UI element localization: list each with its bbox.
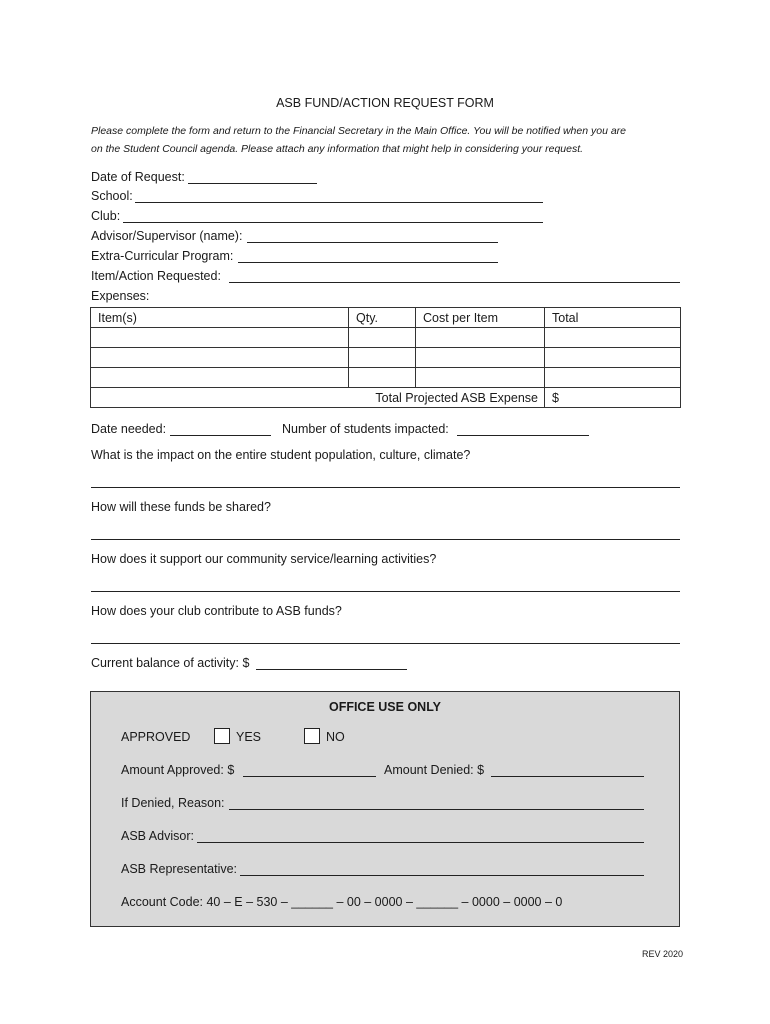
form-title: ASB FUND/ACTION REQUEST FORM xyxy=(276,96,494,110)
item-cell[interactable] xyxy=(91,348,349,368)
total-cell[interactable] xyxy=(545,348,681,368)
total-cell[interactable] xyxy=(545,368,681,388)
item-cell[interactable] xyxy=(91,368,349,388)
total-projected-value[interactable]: $ xyxy=(545,388,681,408)
item-action-field[interactable] xyxy=(229,282,680,283)
date-needed-label: Date needed: xyxy=(91,422,167,436)
asb-representative-field[interactable] xyxy=(240,875,644,876)
yes-label: YES xyxy=(236,730,262,744)
impact-question: What is the impact on the entire student population, culture, climate? xyxy=(91,448,471,462)
header-items: Item(s) xyxy=(91,308,349,328)
header-qty: Qty. xyxy=(349,308,416,328)
advisor-field[interactable] xyxy=(247,242,498,243)
impact-answer-line[interactable] xyxy=(91,487,680,488)
qty-cell[interactable] xyxy=(349,328,416,348)
cost-cell[interactable] xyxy=(416,348,545,368)
cost-cell[interactable] xyxy=(416,328,545,348)
shared-question: How will these funds be shared? xyxy=(91,500,271,514)
community-question: How does it support our community service/learning activities? xyxy=(91,552,437,566)
cost-cell[interactable] xyxy=(416,368,545,388)
office-heading: OFFICE USE ONLY xyxy=(328,700,442,714)
asb-representative-label: ASB Representative: xyxy=(121,862,238,876)
qty-cell[interactable] xyxy=(349,348,416,368)
club-field[interactable] xyxy=(123,222,543,223)
community-answer-line[interactable] xyxy=(91,591,680,592)
if-denied-label: If Denied, Reason: xyxy=(121,796,225,810)
revision-label: REV 2020 xyxy=(642,949,684,959)
header-total: Total xyxy=(545,308,681,328)
office-use-box xyxy=(90,691,680,927)
total-projected-label: Total Projected ASB Expense xyxy=(91,388,545,408)
yes-checkbox[interactable] xyxy=(214,728,230,744)
school-field[interactable] xyxy=(135,202,543,203)
extra-curricular-label: Extra-Curricular Program: xyxy=(91,249,234,263)
qty-cell[interactable] xyxy=(349,368,416,388)
instructions-line-2: on the Student Council agenda. Please attach any information that might help in considering your request. xyxy=(91,143,584,155)
asb-advisor-label: ASB Advisor: xyxy=(121,829,194,843)
account-code-label: Account Code: 40 – E – 530 – ______ – 00 – 0000 – ______ – 0000 – 0000 – 0 xyxy=(121,895,563,909)
club-label: Club: xyxy=(91,209,121,223)
students-impacted-field[interactable] xyxy=(457,435,589,436)
amount-approved-label: Amount Approved: $ xyxy=(121,763,235,777)
date-of-request-field[interactable] xyxy=(188,183,317,184)
asb-advisor-field[interactable] xyxy=(197,842,644,843)
current-balance-label: Current balance of activity: $ xyxy=(91,656,250,670)
table-header-row xyxy=(91,308,681,328)
instructions-line-1: Please complete the form and return to the Financial Secretary in the Main Office. You will be notified when you are xyxy=(91,125,627,137)
approved-label: APPROVED xyxy=(121,730,191,744)
table-total-row xyxy=(91,388,681,408)
item-action-label: Item/Action Requested: xyxy=(91,269,221,283)
header-cost-per-item: Cost per Item xyxy=(416,308,545,328)
shared-answer-line[interactable] xyxy=(91,539,680,540)
table-row xyxy=(91,368,681,388)
current-balance-field[interactable] xyxy=(256,669,407,670)
table-row xyxy=(91,328,681,348)
expenses-label: Expenses: xyxy=(91,289,150,303)
amount-denied-label: Amount Denied: $ xyxy=(384,763,485,777)
amount-approved-field[interactable] xyxy=(243,776,376,777)
if-denied-field[interactable] xyxy=(229,809,644,810)
expenses-table xyxy=(90,307,681,408)
school-label: School: xyxy=(91,189,133,203)
students-impacted-label: Number of students impacted: xyxy=(282,422,449,436)
no-label: NO xyxy=(326,730,345,744)
extra-curricular-field[interactable] xyxy=(238,262,498,263)
total-cell[interactable] xyxy=(545,328,681,348)
amount-denied-field[interactable] xyxy=(491,776,644,777)
no-checkbox[interactable] xyxy=(304,728,320,744)
advisor-label: Advisor/Supervisor (name): xyxy=(91,229,243,243)
date-needed-field[interactable] xyxy=(170,435,271,436)
item-cell[interactable] xyxy=(91,328,349,348)
contribute-question: How does your club contribute to ASB funds? xyxy=(91,604,342,618)
date-of-request-label: Date of Request: xyxy=(91,170,185,184)
contribute-answer-line[interactable] xyxy=(91,643,680,644)
table-row xyxy=(91,348,681,368)
